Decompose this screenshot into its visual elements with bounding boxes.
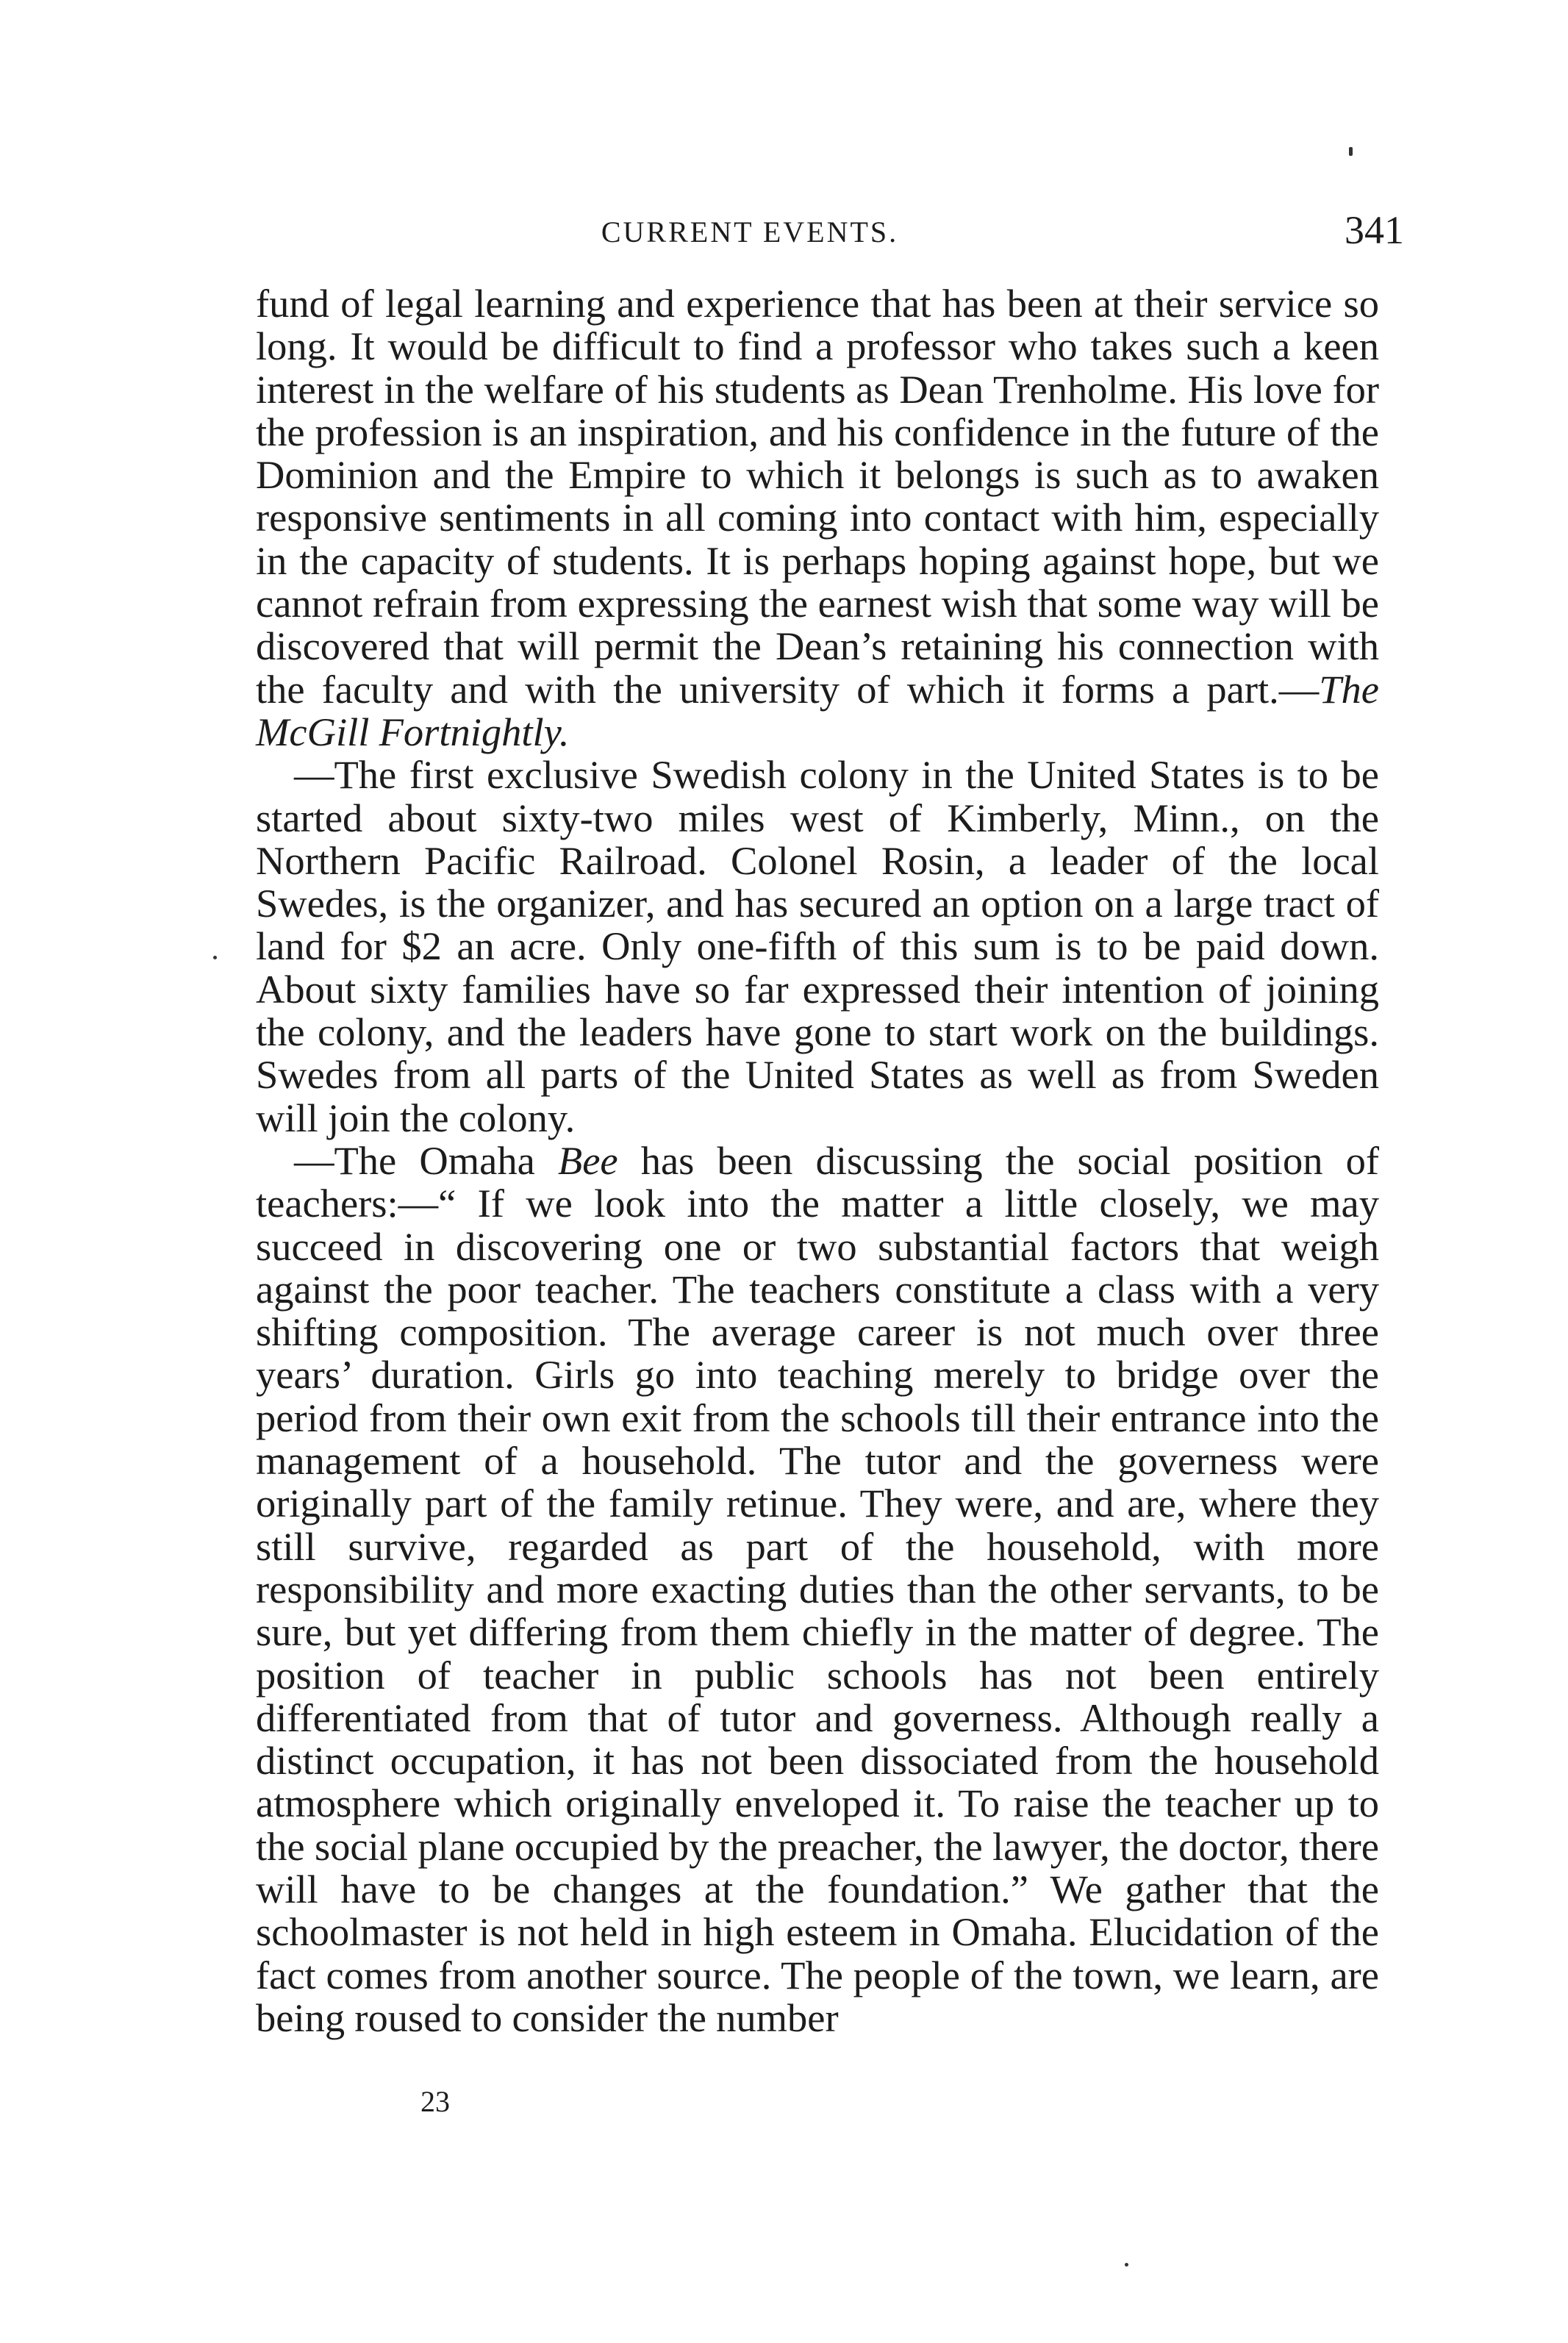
paragraph-text: fund of legal learning and experience that has been at their service so long. It would be difficult to find a professor who takes such a keen interest in the welfare of his students as Dean Trenholme. His love for the profession is an inspiration, and his confidence in the future of the Dominion and the Empire to which it belongs is such as to awaken responsive sentiments in all coming into contact with him, especially in the capacity of students. It is perhaps hoping against hope, but we cannot refrain from expressing the earnest wish that some way will be discovered that will permit the Dean’s retaining his connection with the faculty and with the university of which it forms a part.— bbox=[256, 281, 1379, 712]
source-citation: The McGill Fortnightly. bbox=[256, 666, 1379, 754]
paragraph-omaha-teachers bbox=[256, 1137, 1380, 2040]
running-header: CURRENT EVENTS. bbox=[601, 215, 899, 248]
paragraph-text: —The first exclusive Swedish colony in the United States is to be started about sixty-two miles west of Kimberly, Minn., on the Northern Pacific Railroad. Colonel Rosin, a leader of the local Swedes, is the organizer, and has secured an option on a large tract of land for $2 an acre. Only one-fifth of this sum is to be paid down. About sixty families have so far expressed their intention of joining the colony, and the leaders have gone to start work on the buildings. Swedes from all parts of the United States as well as from Sweden will join the colony. bbox=[256, 752, 1379, 1140]
ink-speck bbox=[213, 956, 217, 959]
paragraph-swedish-colony bbox=[256, 754, 1379, 1140]
newspaper-name: Bee bbox=[557, 1137, 618, 1183]
signature-mark: 23 bbox=[420, 2085, 450, 2118]
paragraph-text: —The Omaha bbox=[294, 1137, 558, 1183]
paragraph-mcgill bbox=[256, 282, 1379, 754]
ink-speck bbox=[1125, 2263, 1128, 2267]
page-number: 341 bbox=[1345, 208, 1404, 252]
body-text bbox=[256, 282, 1379, 2039]
ink-speck bbox=[1349, 147, 1353, 156]
paragraph-text: has been discussing the social position of teachers:—“ If we look into the matter a little closely, we may succeed in discovering one or two substantial factors that weigh against the poor teacher. The teachers constitute a class with a very shifting composition. The average career is not much over three years’ duration. Girls go into teaching merely to bridge over the period from their own exit from the schools till their entrance into the management of a household. The tutor and the governess were originally part of the family retinue. They were, and are, where they still survive, regarded as part of the household, with more responsibility and more exacting duties than the other servants, to be sure, but yet differing from them chiefly in the matter of degree. The position of teacher in public schools has not been entirely differentiated from that of tutor and governess. Although really a distinct occupation, it has not been dissociated from the household atmosphere which originally enveloped it. To raise the teacher up to the social plane occupied by the preacher, the lawyer, the doctor, there will have to be changes at the foundation.” We gather that the schoolmaster is not held in high esteem in Omaha. Elucidation of the fact comes from another source. The people of the town, we learn, are being roused to consider the number bbox=[256, 1137, 1380, 2040]
